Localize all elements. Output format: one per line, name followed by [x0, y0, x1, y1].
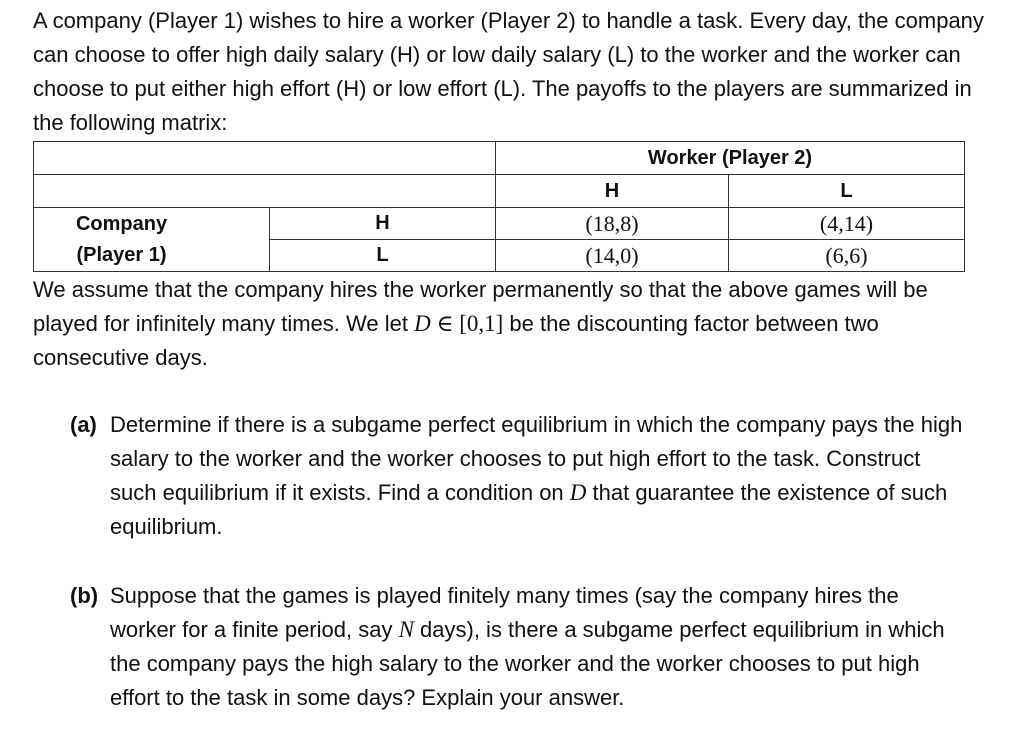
payoff-hh: (18,8) [496, 208, 729, 240]
question-part-a [70, 408, 970, 544]
table-row [34, 208, 965, 240]
assumption-text-2: be the discounting factor between two consecutive days. [33, 311, 879, 370]
question-part-b [70, 579, 970, 715]
header-row-actions [34, 175, 965, 208]
column-action-h: H [496, 175, 729, 208]
empty-corner-cell-2 [34, 175, 496, 208]
part-b-text-2: days), is there a subgame perfect equilibrium in which the company pays the high salary to the worker and the worker chooses to put high effort to the task in some days? Explain your answer. [110, 617, 945, 710]
part-b-variable: N [398, 617, 414, 642]
column-action-l: L [729, 175, 965, 208]
discount-range: ∈ [0,1] [430, 311, 504, 336]
payoff-ll: (6,6) [729, 240, 965, 272]
empty-corner-cell [34, 142, 496, 175]
payoff-hl: (4,14) [729, 208, 965, 240]
assumption-text-1: We assume that the company hires the worker permanently so that the above games will be played for infinitely many times. We let [33, 277, 928, 336]
row-player-line2: (Player 1) [76, 243, 167, 266]
discount-variable: D [414, 311, 431, 336]
column-player-label: Worker (Player 2) [496, 142, 965, 175]
payoff-lh: (14,0) [496, 240, 729, 272]
row-action-l: L [270, 240, 496, 272]
part-a-text-2: that guarantee the existence of such equilibrium. [110, 480, 948, 539]
row-player-label [34, 208, 270, 272]
part-b-label: (b) [70, 583, 99, 608]
part-b-text-1: Suppose that the games is played finitely many times (say the company hires the worker for a finite period, say [110, 583, 899, 642]
intro-paragraph: A company (Player 1) wishes to hire a worker (Player 2) to handle a task. Every day, the company can choose to offer high daily salary (H) or low daily salary (L) to the worker and the worker can choose to put either high effort (H) or low effort (L). The payoffs to the players are summarized in the following matrix: [33, 8, 984, 135]
assumption-paragraph [33, 273, 993, 375]
part-a-label: (a) [70, 412, 97, 437]
header-row-player [34, 142, 965, 175]
row-player-line1: Company [75, 212, 168, 235]
row-action-h: H [270, 208, 496, 240]
part-a-text-1: Determine if there is a subgame perfect equilibrium in which the company pays the high salary to the worker and the worker chooses to put high effort to the task. Construct such equilibrium if it exists. Find a condition on [110, 412, 963, 505]
payoff-matrix [33, 141, 965, 272]
part-a-variable: D [569, 480, 587, 505]
